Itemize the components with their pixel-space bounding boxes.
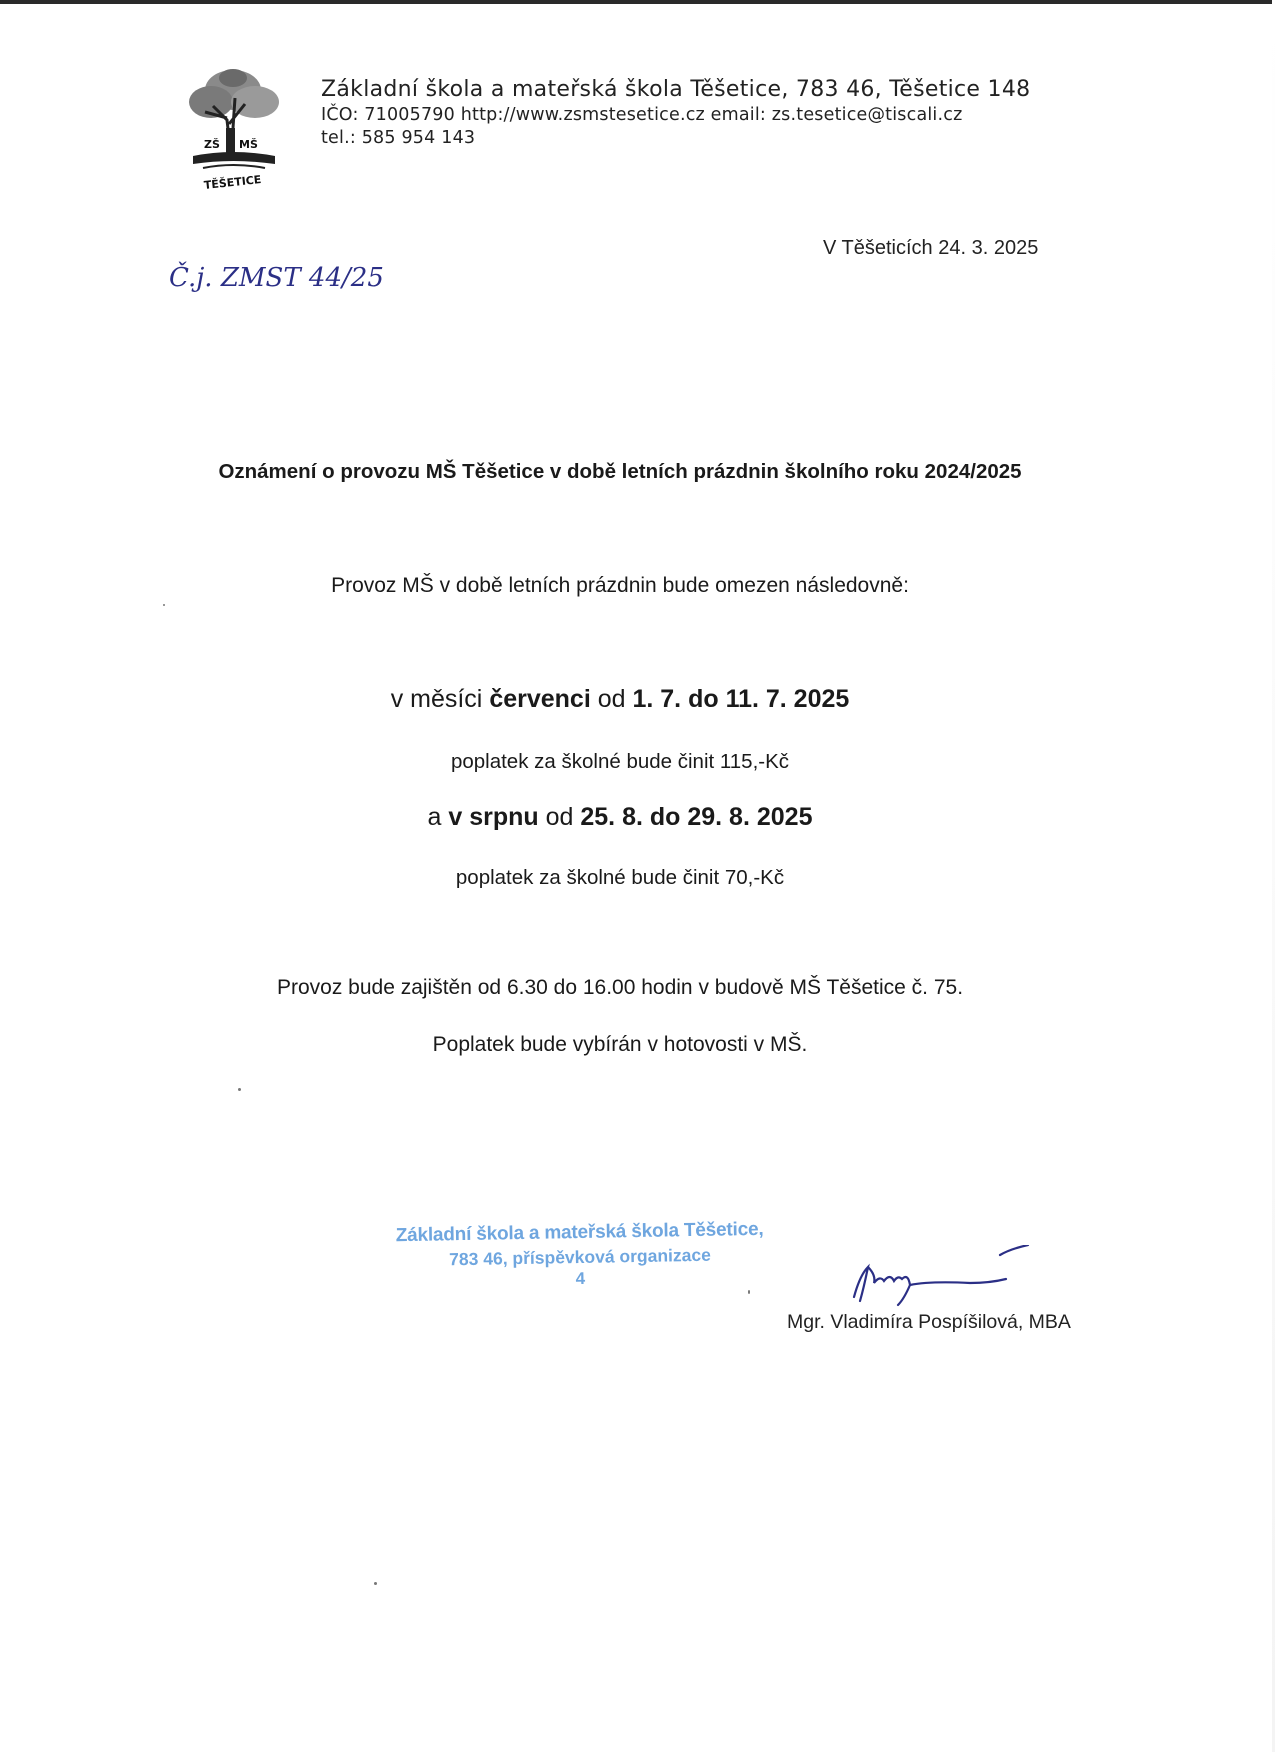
july-od: od <box>590 685 633 713</box>
august-period <box>0 803 1240 832</box>
scan-speck <box>163 604 165 606</box>
school-name: Základní škola a mateřská škola Těšetice, 783 46, Těšetice 148 <box>321 77 1031 102</box>
school-logo <box>183 68 283 196</box>
stamp-line-2: 783 46, příspěvková organizace <box>449 1244 712 1270</box>
intro-text: Provoz MŠ v době letních prázdnin bude omezen následovně: <box>331 574 909 597</box>
july-prefix: v měsíci <box>390 685 490 713</box>
stamp-line-1: Základní škola a mateřská škola Těšetice, <box>395 1218 764 1247</box>
handwritten-reference-number <box>165 248 405 308</box>
school-contact: IČO: 71005790 http://www.zsmstesetice.cz email: zs.tesetice@tiscali.cz <box>321 105 963 125</box>
july-period <box>0 685 1240 714</box>
august-od: od <box>538 803 581 831</box>
reference-text: Č.j. ZMST 44/25 <box>169 263 384 293</box>
opening-hours: Provoz bude zajištěn od 6.30 do 16.00 hodin v budově MŠ Těšetice č. 75. <box>276 976 964 999</box>
scan-edge <box>0 0 1275 4</box>
july-fee: poplatek za školné bude činit 115,-Kč <box>450 750 790 773</box>
tree-icon <box>189 69 279 168</box>
scan-speck <box>748 1290 750 1294</box>
payment-info: Poplatek bude vybírán v hotovosti v MŠ. <box>432 1033 808 1056</box>
announcement-title: Oznámení o provozu MŠ Těšetice v době letních prázdnin školního roku 2024/2025 <box>218 460 1022 483</box>
scan-speck <box>238 1088 241 1091</box>
stamp-line-3: 4 <box>575 1268 586 1289</box>
august-month: v srpnu <box>448 803 539 831</box>
letter-date: V Těšeticích 24. 3. 2025 <box>823 237 1039 259</box>
school-stamp <box>389 1219 770 1293</box>
august-range: 25. 8. do 29. 8. 2025 <box>580 803 813 831</box>
july-month: červenci <box>489 685 591 713</box>
logo-text-zs: ZŠ <box>204 138 220 151</box>
signer-name: Mgr. Vladimíra Pospíšilová, MBA <box>787 1311 1071 1333</box>
logo-text-tesetice: TĚŠETICE <box>203 173 262 192</box>
scan-speck <box>374 1582 377 1585</box>
august-fee: poplatek za školné bude činit 70,-Kč <box>455 866 785 889</box>
july-range: 1. 7. do 11. 7. 2025 <box>632 685 850 713</box>
logo-text-ms: MŠ <box>239 138 258 151</box>
august-prefix: a <box>427 803 449 831</box>
letterhead <box>321 76 1030 150</box>
school-phone: tel.: 585 954 143 <box>321 128 476 148</box>
